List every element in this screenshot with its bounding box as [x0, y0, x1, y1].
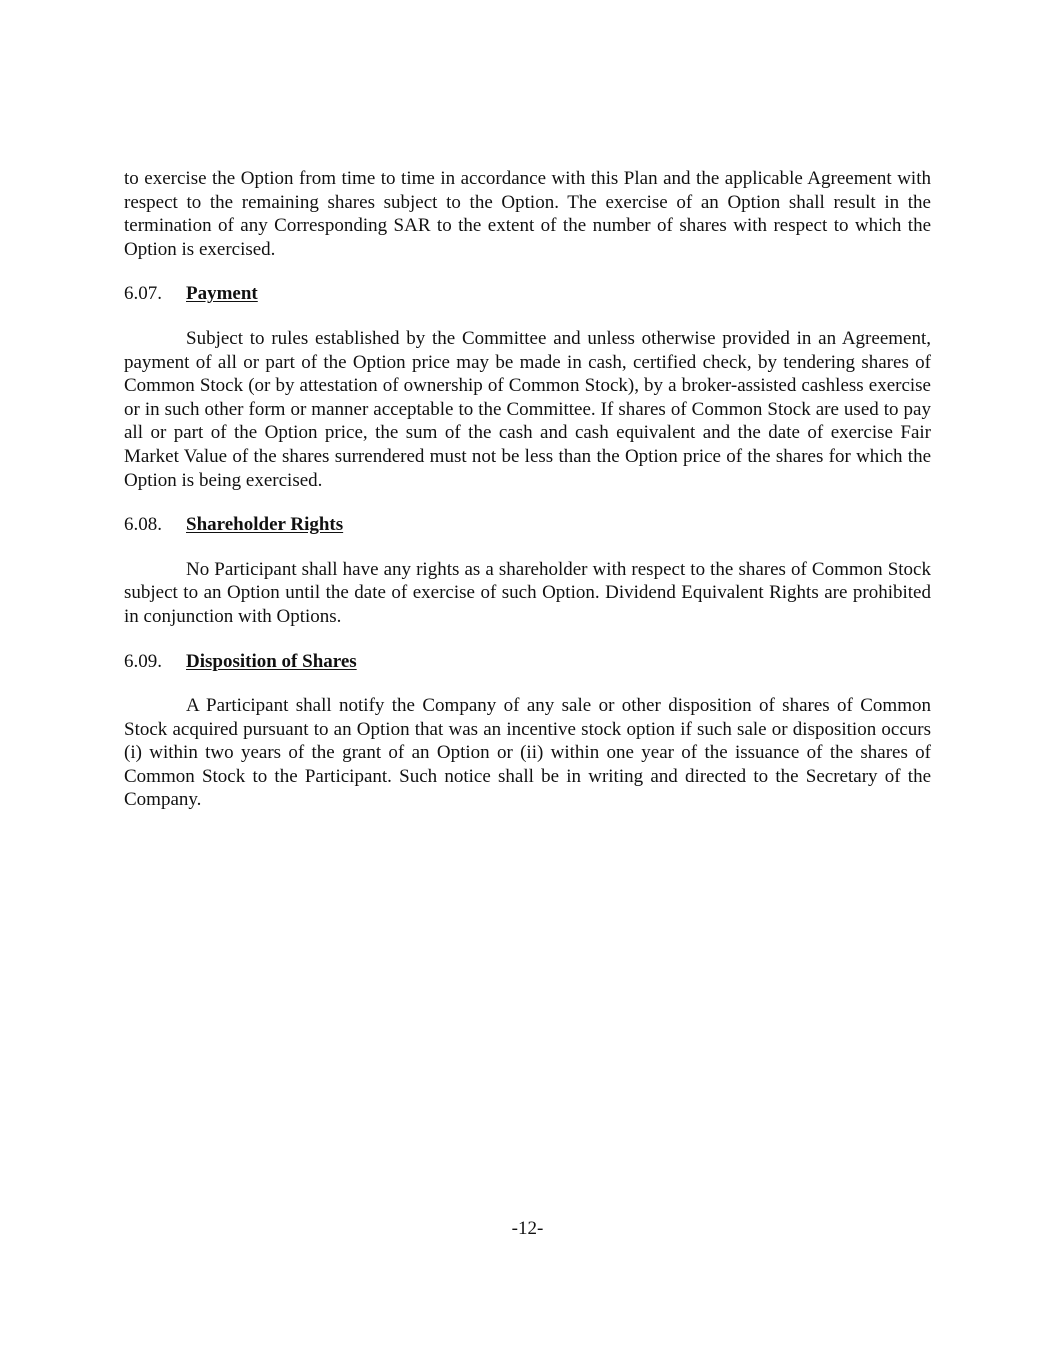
section-body-disposition-of-shares: A Participant shall notify the Company of any sale or other disposition of shares of Common Stock acquired pursuant to an Option that was an incentive stock option if such sale or disposition occurs (i) within two years of the grant of an Option or (ii) within one year of the issuance of the shares of Common Stock to the Participant. Such notice shall be in writing and directed to the Secretary of the Company. — [124, 695, 931, 811]
document-body — [124, 167, 931, 812]
section-body-payment: Subject to rules established by the Committee and unless otherwise provided in an Agreement, payment of all or part of the Option price may be made in cash, certified check, by tendering shares of Common Stock (or by attestation of ownership of Common Stock), by a broker-assisted cashless exercise or in such other form or manner acceptable to the Committee. If shares of Common Stock are used to pay all or part of the Option price, the sum of the cash and cash equivalent and the date of exercise Fair Market Value of the shares surrendered must not be less than the Option price of the shares for which the Option is being exercised. — [124, 327, 931, 491]
section-body-shareholder-rights: No Participant shall have any rights as a shareholder with respect to the shares of Common Stock subject to an Option until the date of exercise of such Option. Dividend Equivalent Rights are prohibited in conjunction with Options. — [124, 558, 931, 627]
section-number: 6.09. — [124, 650, 162, 672]
section-title: Disposition of Shares — [186, 650, 357, 672]
section-heading-6-07 — [124, 282, 931, 306]
section-number: 6.08. — [124, 514, 162, 536]
page-number: -12- — [511, 1218, 544, 1239]
section-title: Payment — [186, 283, 258, 305]
section-title: Shareholder Rights — [186, 514, 344, 536]
intro-paragraph: to exercise the Option from time to time in accordance with this Plan and the applicable Agreement with respect to the remaining shares subject to the Option. The exercise of an Option shall result in the termination of any Corresponding SAR to the extent of the number of shares with respect to which the Option is exercised. — [124, 168, 931, 260]
section-heading-6-09 — [124, 650, 931, 674]
section-heading-6-08 — [124, 513, 931, 537]
section-number: 6.07. — [124, 283, 162, 305]
